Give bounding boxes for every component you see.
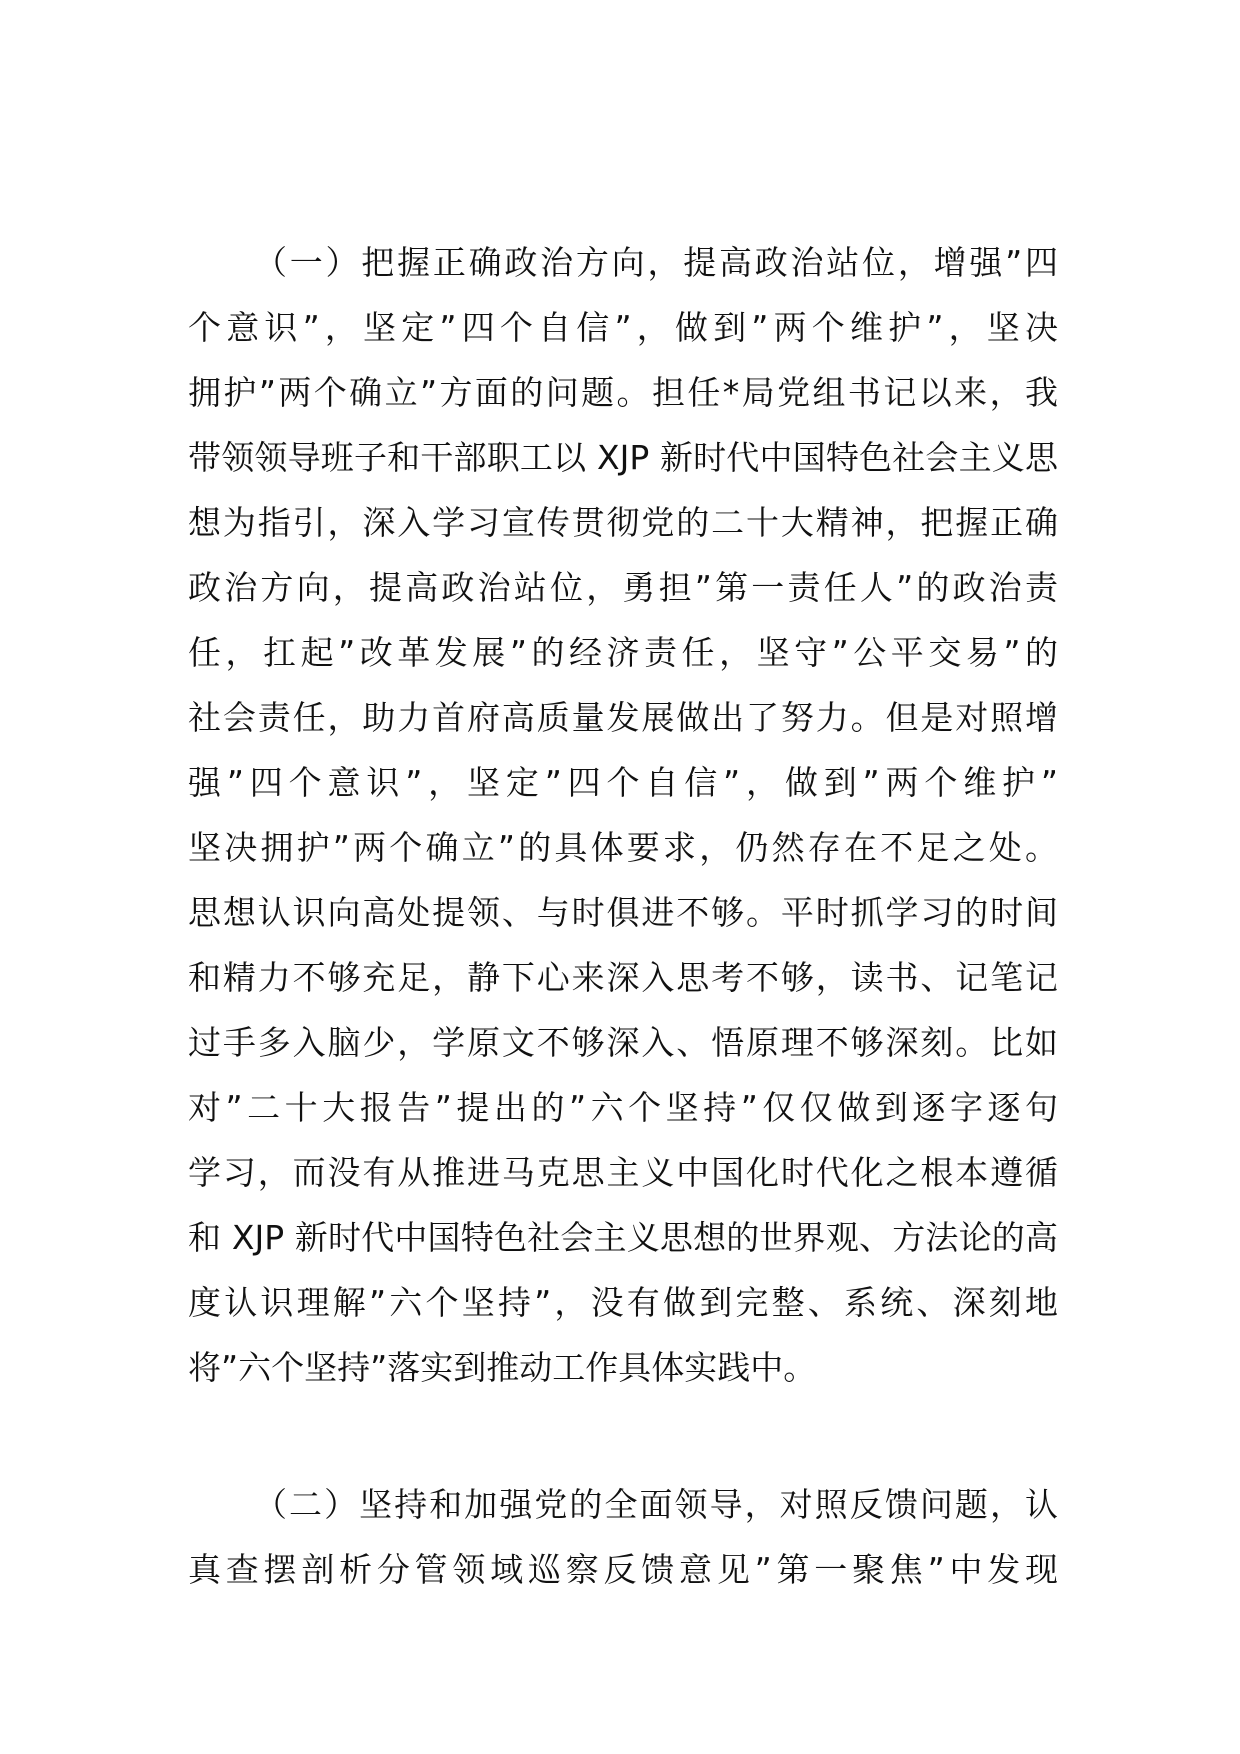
paragraph-line: 和 XJP 新时代中国特色社会主义思想的世界观、方法论的高 [188,1218,1058,1257]
paragraph-line: 真查摆剖析分管领域巡察反馈意见”第一聚焦”中发现 [188,1550,1058,1589]
paragraph-line: 社会责任，助力首府高质量发展做出了努力。但是对照增 [188,698,1058,737]
paragraph-line: 强”四个意识”，坚定”四个自信”，做到”两个维护” [188,763,1058,802]
paragraph-line: 思想认识向高处提领、与时俱进不够。平时抓学习的时间 [188,893,1058,932]
paragraph-line: （二）坚持和加强党的全面领导，对照反馈问题，认 [254,1485,1058,1524]
paragraph-line: 过手多入脑少，学原文不够深入、悟原理不够深刻。比如 [188,1023,1058,1062]
paragraph-line: （一）把握正确政治方向，提高政治站位，增强”四 [254,243,1058,282]
paragraph-line: 政治方向，提高政治站位，勇担”第一责任人”的政治责 [188,568,1058,607]
paragraph-line: 想为指引，深入学习宣传贯彻党的二十大精神，把握正确 [188,503,1058,542]
paragraph-2 [188,1472,1058,1602]
paragraph-line: 对”二十大报告”提出的”六个坚持”仅仅做到逐字逐句 [188,1088,1058,1127]
paragraph-line: 将”六个坚持”落实到推动工作具体实践中。 [188,1348,817,1387]
paragraph-line: 拥护”两个确立”方面的问题。担任*局党组书记以来，我 [188,373,1058,412]
paragraph-line: 带领领导班子和干部职工以 XJP 新时代中国特色社会主义思 [188,438,1058,477]
paragraph-line: 坚决拥护”两个确立”的具体要求，仍然存在不足之处。 [188,828,1058,867]
paragraph-line: 和精力不够充足，静下心来深入思考不够，读书、记笔记 [188,958,1058,997]
paragraph-line: 学习，而没有从推进马克思主义中国化时代化之根本遵循 [188,1153,1058,1192]
paragraph-1 [188,230,1058,1400]
paragraph-line: 个意识”，坚定”四个自信”，做到”两个维护”，坚决 [188,308,1058,347]
paragraph-line: 任，扛起”改革发展”的经济责任，坚守”公平交易”的 [188,633,1058,672]
paragraph-line: 度认识理解”六个坚持”，没有做到完整、系统、深刻地 [188,1283,1058,1322]
